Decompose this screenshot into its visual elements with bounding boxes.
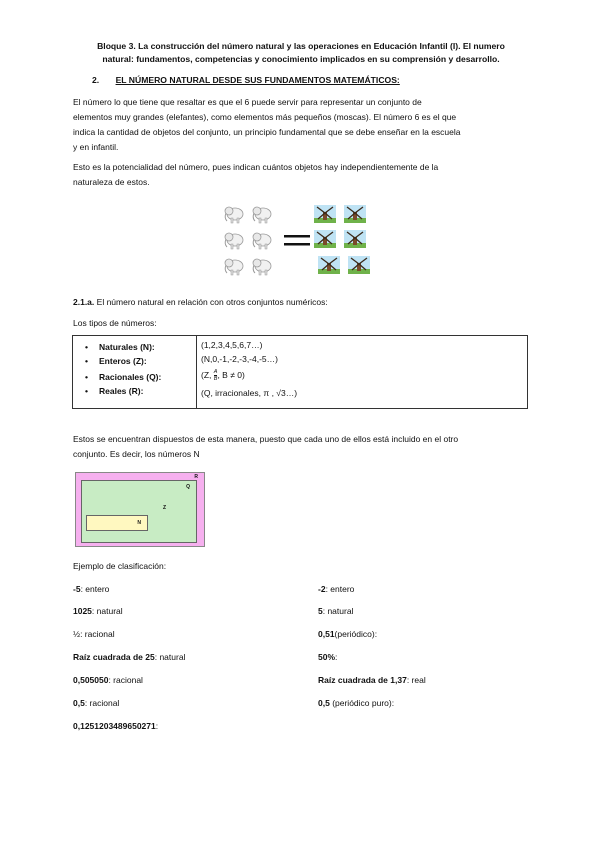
- set-q-box: [81, 480, 197, 543]
- example-item: -2: entero: [318, 584, 355, 594]
- set-label-q: Q: [186, 484, 190, 490]
- elephant-icon: [225, 233, 243, 249]
- set-label-z: Z: [162, 505, 166, 511]
- paragraph-2-line-2: naturaleza de estos.: [73, 177, 150, 187]
- elephant-icon: [253, 207, 271, 223]
- set-n-box: [86, 515, 148, 531]
- windmill-icon: [318, 256, 340, 274]
- example-item: 0,1251203489650271:: [73, 721, 159, 731]
- paragraph-2: [73, 160, 529, 190]
- windmill-icon: [344, 205, 366, 223]
- ejemplo-label: Ejemplo de clasificación:: [73, 561, 167, 571]
- example-item: 50%:: [318, 652, 338, 662]
- example-item: Raíz cuadrada de 1,37: real: [318, 675, 426, 685]
- windmill-icon: [348, 256, 370, 274]
- subsection-title: El número natural en relación con otros conjuntos numéricos:: [96, 297, 328, 307]
- example-item: Raíz cuadrada de 25: natural: [73, 652, 186, 662]
- paragraph-3-line-2: conjunto. Es decir, los números N: [73, 449, 200, 459]
- example-item: 1025: natural: [73, 606, 123, 616]
- tipos-label: Los tipos de números:: [73, 318, 157, 328]
- table-row-value: [201, 369, 245, 382]
- windmill-icon: [314, 230, 336, 248]
- table-row-label: • Reales (R):: [99, 386, 143, 396]
- header-line-1: Bloque 3. La construcción del número natural y las operaciones en Educación Infantil (I). El numero: [97, 41, 505, 51]
- elephants-equals-windmills-illustration: [222, 203, 382, 278]
- fraction-numerator: A: [213, 369, 218, 375]
- windmill-icon: [344, 230, 366, 248]
- paragraph-2-line-1: Esto es la potencialidad del número, pues indican cuántos objetos hay independientemente de la: [73, 162, 439, 172]
- number-sets-diagram: [75, 472, 205, 547]
- table-row-label: • Enteros (Z):: [99, 356, 147, 366]
- section-title: EL NÚMERO NATURAL DESDE SUS FUNDAMENTOS MATEMÁTICOS:: [115, 75, 400, 85]
- paragraph-3: [73, 432, 529, 462]
- table-row-label: • Naturales (N):: [99, 342, 155, 352]
- set-label-n: N: [137, 520, 141, 526]
- number-types-table: [72, 335, 528, 409]
- elephant-icon: [253, 233, 271, 249]
- rational-suffix: , B ≠ 0): [217, 369, 245, 380]
- table-row-value: (Q, irracionales, π , √3…): [201, 388, 298, 398]
- example-item: 5: natural: [318, 606, 354, 616]
- elephant-icon: [225, 259, 243, 275]
- elephant-icon: [253, 259, 271, 275]
- page-header: [70, 40, 532, 65]
- table-row-label: • Racionales (Q):: [99, 372, 161, 382]
- example-item: 0,5: racional: [73, 698, 120, 708]
- rational-prefix: (Z,: [201, 369, 212, 380]
- paragraph-1-line-1: El número lo que tiene que resaltar es que el 6 puede servir para representar un conjunto de: [73, 97, 422, 107]
- subsection-heading: [73, 297, 328, 307]
- paragraph-1: [73, 95, 529, 155]
- example-item: ½: racional: [73, 629, 115, 639]
- table-row-value: (1,2,3,4,5,6,7…): [201, 340, 263, 350]
- equals-sign: [284, 235, 310, 238]
- table-row-value: (N,0,-1,-2,-3,-4,-5…): [201, 354, 278, 364]
- windmill-icon: [314, 205, 336, 223]
- paragraph-1-line-4: y en infantil.: [73, 142, 119, 152]
- section-heading: [92, 75, 400, 85]
- example-item: -5: entero: [73, 584, 110, 594]
- header-line-2: natural: fundamentos, competencias y conocimiento implicados en su comprensión y desarrollo.: [102, 53, 500, 64]
- subsection-number: 2.1.a.: [73, 297, 95, 307]
- set-label-r: R: [194, 474, 198, 480]
- paragraph-1-line-2: elementos muy grandes (elefantes), como elementos más pequeños (moscas). El número 6 es el que: [73, 112, 457, 122]
- example-item: 0,51(periódico):: [318, 629, 378, 639]
- example-item: 0,5 (periódico puro):: [318, 698, 395, 708]
- example-item: 0,505050: racional: [73, 675, 143, 685]
- paragraph-3-line-1: Estos se encuentran dispuestos de esta manera, puesto que cada uno de ellos está incluido en el otro: [73, 434, 459, 444]
- fraction-denominator: B: [213, 376, 218, 382]
- section-number: 2.: [92, 75, 100, 85]
- elephant-icon: [225, 207, 243, 223]
- paragraph-1-line-3: indica la cantidad de objetos del conjunto, un principio fundamental que se debe enseñar en la escuela: [73, 127, 461, 137]
